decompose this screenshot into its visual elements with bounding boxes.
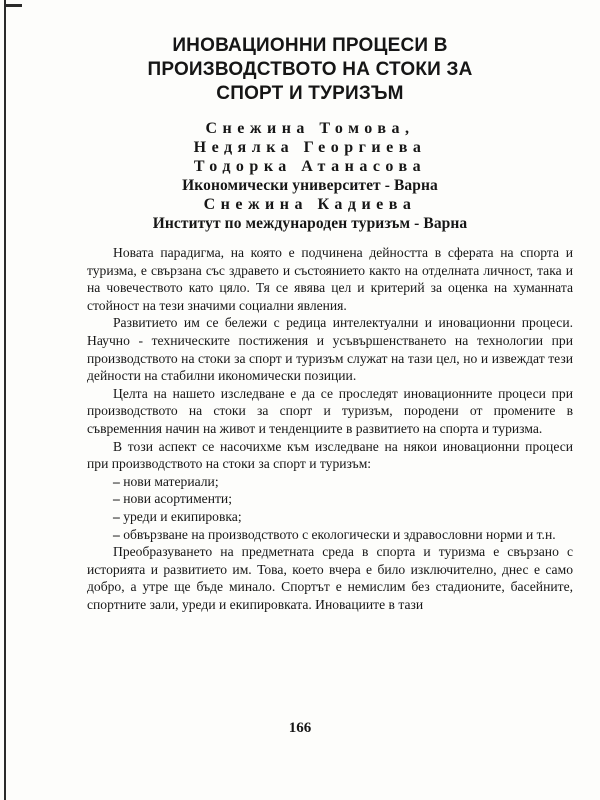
list-item-text: нови материали; xyxy=(123,473,219,489)
list-dash: – xyxy=(113,491,120,507)
list-dash: – xyxy=(113,526,120,542)
list-item-text: обвързване на производството с екологически и здравословни норми и т.н. xyxy=(123,526,556,542)
article-body xyxy=(87,244,573,613)
affiliation-2: Институт по международен туризъм - Варна xyxy=(152,215,468,232)
list-dash: – xyxy=(113,508,120,524)
list-item-text: нови асортименти; xyxy=(123,491,232,507)
author-name-2: Недялка Георгиева xyxy=(193,139,427,156)
list-item xyxy=(87,508,573,526)
author-name-4: Снежина Кадиева xyxy=(203,196,417,213)
article-title xyxy=(90,34,530,106)
paragraph-2: Развитието им се бележи с редица интелектуални и иновационни процеси. Научно - техническите постижения и усъвършенстването на технологии при производството на стоки за спорт и туризъм служат на тази цел, но и извеждат тези дейности на стабилни икономически позиции. xyxy=(87,315,573,384)
list-dash: – xyxy=(113,473,120,489)
title-line-3: СПОРТ И ТУРИЗЪМ xyxy=(216,83,404,104)
list-item xyxy=(87,490,573,508)
author-name-3: Тодорка Атанасова xyxy=(193,158,427,175)
paragraph-4: В този аспект се насочихме към изследване на някои иновационни процеси при производството на стоки за спорт и туризъм: xyxy=(87,438,573,472)
scan-margin-line xyxy=(4,0,6,800)
list-item xyxy=(87,473,573,491)
list-item xyxy=(87,526,573,544)
list-item-text: уреди и екипировка; xyxy=(123,508,242,524)
innovation-list xyxy=(87,473,573,543)
affiliation-1: Икономически университет - Варна xyxy=(182,177,438,194)
paragraph-5: Преобразуването на предметната среда в спорта и туризма е свързано с историята и развитието им. Това, което вчера е било изключително, днес е само добро, а утре ще бъде минало. Спортът е немислим без стадионите, басейните, спортните зали, уреди и екипировката. Иновациите в тази xyxy=(87,544,573,612)
title-line-1: ИНОВАЦИОННИ ПРОЦЕСИ В xyxy=(172,35,448,56)
scan-corner-mark xyxy=(4,4,22,25)
title-line-2: ПРОИЗВОДСТВОТО НА СТОКИ ЗА xyxy=(147,59,473,80)
paragraph-3: Целта на нашето изследване е да се проследят иновационните процеси при производството на стоки за спорт и туризъм, породени от промените в съвременния начин на живот и тенденциите в развитието на спорта и туризма. xyxy=(87,385,573,436)
paragraph-1: Новата парадигма, на която е подчинена дейността в сферата на спорта и туризма, е свързана със здравето и състоянието както на отделната личност, така и на човечеството като цяло. Тя се явява цел и критерий за оценка на хуманната стойност на тези значими социални явления. xyxy=(87,245,573,313)
page-number: 166 xyxy=(288,720,312,736)
author-name-1: Снежина Томова, xyxy=(205,120,415,137)
author-block xyxy=(90,119,530,233)
